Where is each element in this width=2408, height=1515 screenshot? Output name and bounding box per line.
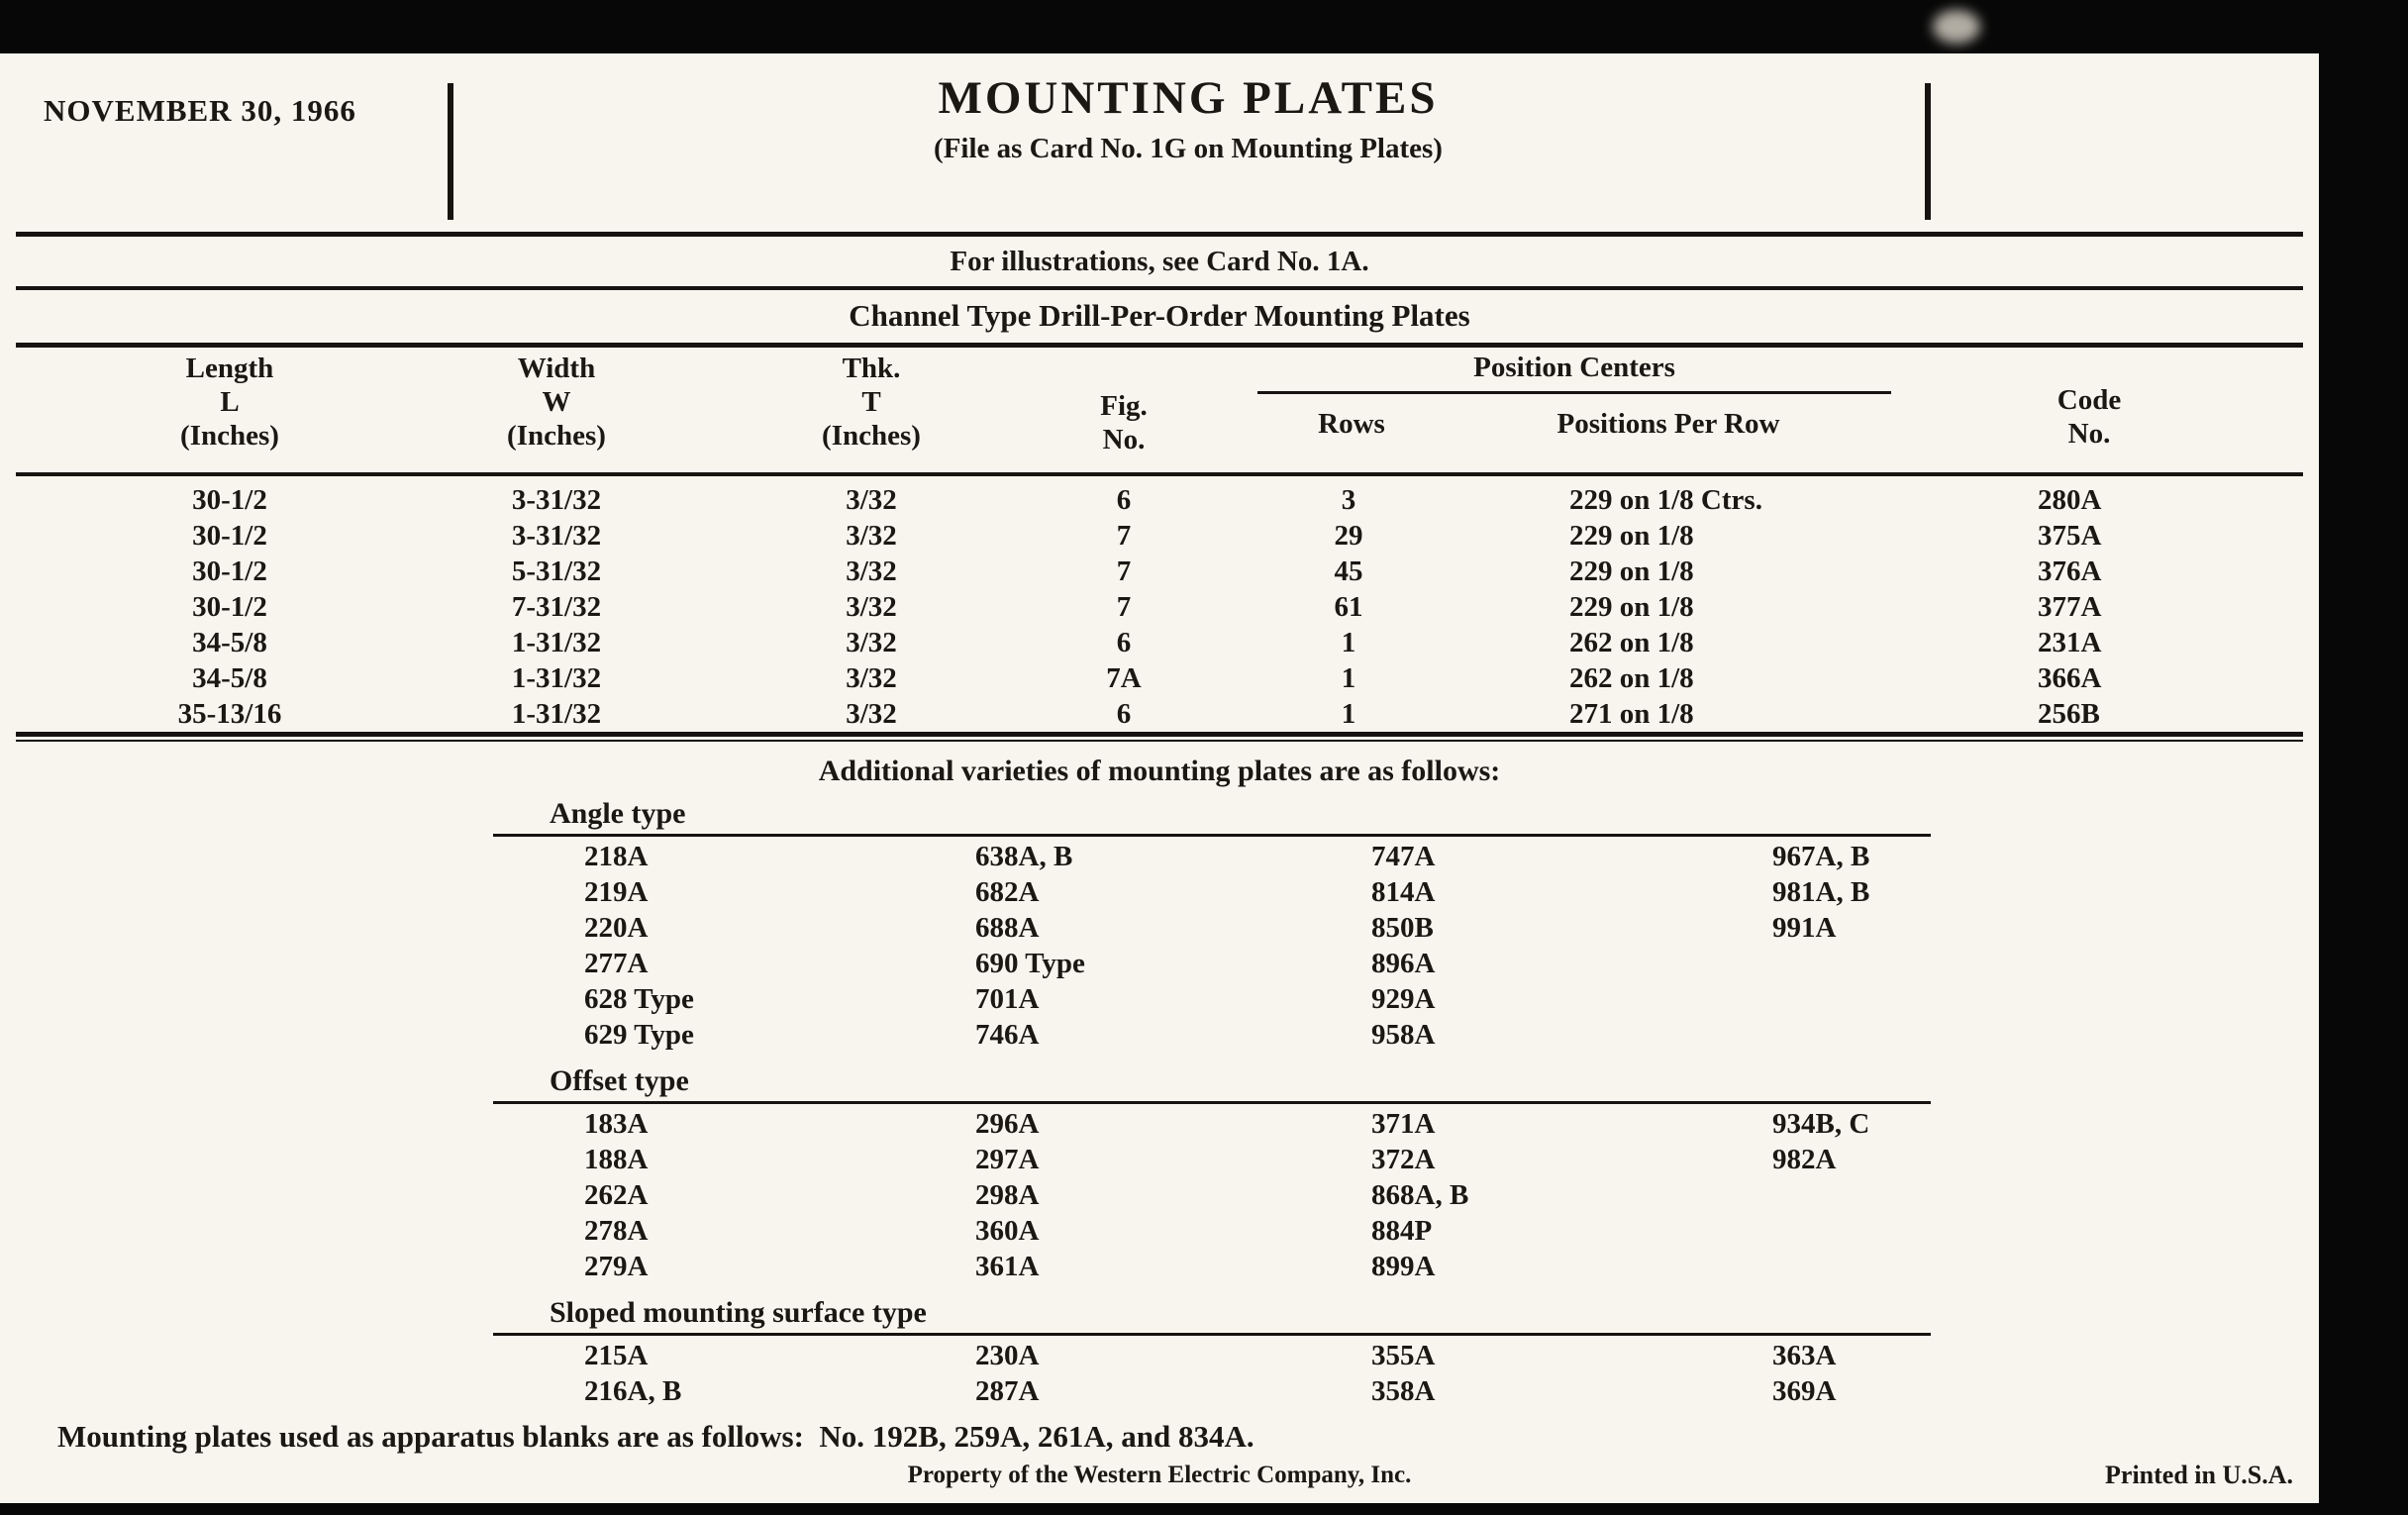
col-header-position-centers-group (1257, 352, 1891, 440)
header-line: (Inches) (180, 420, 279, 452)
list-item: 355A (1371, 1340, 1436, 1371)
list-item: 814A (1371, 876, 1436, 908)
cell-thickness: 3/32 (846, 484, 897, 516)
list-item: 287A (975, 1375, 1040, 1407)
list-item: 629 Type (584, 1019, 694, 1051)
list-item: 967A, B (1772, 841, 1870, 872)
list-item: 638A, B (975, 841, 1073, 872)
list-item: 991A (1772, 912, 1837, 944)
header-line: Width (517, 353, 596, 384)
cell-positions-per-row: 229 on 1/8 (1569, 520, 1694, 552)
cell-length: 30-1/2 (192, 484, 267, 516)
header-line: No. (1102, 424, 1146, 455)
cell-fig-no: 6 (1116, 698, 1132, 730)
header-line: W (542, 386, 571, 418)
angle-type-section (0, 797, 2319, 1053)
list-item: 701A (975, 983, 1040, 1015)
section-heading: Channel Type Drill-Per-Order Mounting Plates (849, 298, 1470, 333)
document-date: NOVEMBER 30, 1966 (44, 93, 356, 128)
cell-positions-per-row: 271 on 1/8 (1569, 698, 1694, 730)
offset-type-list (0, 1106, 2319, 1284)
header-line: Fig. (1100, 390, 1148, 422)
cell-width: 1-31/32 (511, 698, 602, 730)
list-item: 262A (584, 1179, 649, 1211)
angle-col-2 (975, 839, 1085, 1053)
table-row (18, 482, 2319, 518)
cell-code-no: 280A (2038, 484, 2102, 516)
sloped-type-underline (493, 1333, 1931, 1336)
apparatus-blanks-note: Mounting plates used as apparatus blanks are as follows: No. 192B, 259A, 261A, and 834A. (57, 1419, 1254, 1454)
list-item: 296A (975, 1108, 1040, 1140)
cell-length: 30-1/2 (192, 556, 267, 587)
cell-length: 35-13/16 (177, 698, 282, 730)
list-item: 360A (975, 1215, 1040, 1247)
title-block (448, 71, 1929, 165)
col-header-positions-per-row: Positions Per Row (1556, 408, 1780, 440)
cell-rows: 1 (1341, 627, 1356, 658)
table-body (18, 476, 2319, 732)
sloped-col-1 (584, 1338, 681, 1409)
cell-fig-no: 7 (1116, 556, 1132, 587)
double-rule (16, 732, 2303, 742)
list-item: 934B, C (1772, 1108, 1870, 1140)
table-header (0, 348, 2319, 472)
angle-type-label: Angle type (550, 797, 686, 830)
cell-positions-per-row: 229 on 1/8 (1569, 556, 1694, 587)
cell-length: 34-5/8 (192, 627, 267, 658)
cell-positions-per-row: 229 on 1/8 Ctrs. (1569, 484, 1762, 516)
list-item: 868A, B (1371, 1179, 1469, 1211)
list-item: 358A (1371, 1375, 1436, 1407)
offset-col-4 (1772, 1106, 1869, 1177)
list-item: 230A (975, 1340, 1040, 1371)
cell-code-no: 377A (2038, 591, 2102, 623)
cell-rows: 1 (1341, 662, 1356, 694)
sloped-col-4 (1772, 1338, 1836, 1409)
header-line: Length (185, 353, 274, 384)
angle-col-3 (1371, 839, 1435, 1053)
property-notice: Property of the Western Electric Company, Inc. (907, 1462, 1412, 1488)
angle-col-1 (584, 839, 694, 1053)
col-header-width (442, 352, 671, 453)
list-item: 220A (584, 912, 649, 944)
cell-width: 1-31/32 (511, 662, 602, 694)
offset-col-1 (584, 1106, 648, 1284)
list-item: 896A (1371, 948, 1436, 979)
cell-length: 34-5/8 (192, 662, 267, 694)
cell-positions-per-row: 229 on 1/8 (1569, 591, 1694, 623)
cell-rows: 1 (1341, 698, 1356, 730)
cell-thickness: 3/32 (846, 698, 897, 730)
table-row (18, 554, 2319, 589)
position-centers-underline (1257, 391, 1891, 394)
header-line: (Inches) (507, 420, 606, 452)
cell-rows: 45 (1334, 556, 1363, 587)
list-item: 216A, B (584, 1375, 682, 1407)
page-title: MOUNTING PLATES (938, 72, 1439, 124)
list-item: 371A (1371, 1108, 1436, 1140)
cell-thickness: 3/32 (846, 591, 897, 623)
list-item: 688A (975, 912, 1040, 944)
cell-fig-no: 7 (1116, 591, 1132, 623)
list-item: 218A (584, 841, 649, 872)
cell-rows: 3 (1341, 484, 1356, 516)
sloped-col-3 (1371, 1338, 1435, 1409)
list-item: 361A (975, 1251, 1040, 1282)
header-line: Thk. (842, 353, 901, 384)
list-item: 278A (584, 1215, 649, 1247)
list-item: 690 Type (975, 948, 1085, 979)
col-header-code-no (1891, 383, 2287, 451)
list-item: 958A (1371, 1019, 1436, 1051)
header-line: Code (2057, 384, 2122, 416)
table-row (18, 589, 2319, 625)
angle-type-list (0, 839, 2319, 1053)
sloped-type-list (0, 1338, 2319, 1409)
cell-thickness: 3/32 (846, 627, 897, 658)
cell-fig-no: 6 (1116, 484, 1132, 516)
col-header-thickness (671, 352, 1071, 453)
document-card (0, 53, 2319, 1503)
cell-thickness: 3/32 (846, 520, 897, 552)
list-item: 884P (1371, 1215, 1433, 1247)
list-item: 298A (975, 1179, 1040, 1211)
cell-code-no: 256B (2038, 698, 2100, 730)
table-row (18, 518, 2319, 554)
offset-col-3 (1371, 1106, 1468, 1284)
cell-code-no: 376A (2038, 556, 2102, 587)
cell-length: 30-1/2 (192, 520, 267, 552)
col-header-length (18, 352, 442, 453)
col-header-fig-no (1071, 389, 1176, 456)
scan-artifact (1933, 10, 1980, 44)
list-item: 277A (584, 948, 649, 979)
cell-width: 5-31/32 (511, 556, 602, 587)
cell-width: 7-31/32 (511, 591, 602, 623)
cell-positions-per-row: 262 on 1/8 (1569, 627, 1694, 658)
cell-fig-no: 6 (1116, 627, 1132, 658)
page-subtitle: (File as Card No. 1G on Mounting Plates) (934, 133, 1443, 164)
table-row (18, 625, 2319, 660)
list-item: 899A (1371, 1251, 1436, 1282)
list-item: 682A (975, 876, 1040, 908)
list-item: 982A (1772, 1144, 1837, 1175)
cell-rows: 61 (1334, 591, 1363, 623)
table-row (18, 696, 2319, 732)
list-item: 279A (584, 1251, 649, 1282)
cell-width: 1-31/32 (511, 627, 602, 658)
cell-code-no: 366A (2038, 662, 2102, 694)
sloped-type-label: Sloped mounting surface type (550, 1296, 927, 1329)
cell-length: 30-1/2 (192, 591, 267, 623)
position-centers-label: Position Centers (1473, 352, 1675, 383)
header-line: (Inches) (822, 420, 921, 452)
col-header-rows: Rows (1318, 408, 1385, 440)
sloped-type-section (0, 1296, 2319, 1409)
footer-line (0, 1461, 2319, 1490)
cell-fig-no: 7 (1116, 520, 1132, 552)
offset-col-2 (975, 1106, 1039, 1284)
illustrations-note: For illustrations, see Card No. 1A. (950, 246, 1369, 277)
list-item: 981A, B (1772, 876, 1870, 908)
offset-type-label: Offset type (550, 1064, 689, 1097)
cell-rows: 29 (1334, 520, 1363, 552)
list-item: 215A (584, 1340, 649, 1371)
cell-thickness: 3/32 (846, 662, 897, 694)
printed-in-usa: Printed in U.S.A. (2105, 1461, 2293, 1489)
cell-code-no: 231A (2038, 627, 2102, 658)
list-item: 746A (975, 1019, 1040, 1051)
header-line: T (861, 386, 881, 418)
list-item: 369A (1772, 1375, 1837, 1407)
header-line: L (220, 386, 240, 418)
angle-type-underline (493, 834, 1931, 837)
header (0, 53, 2319, 232)
cell-code-no: 375A (2038, 520, 2102, 552)
list-item: 188A (584, 1144, 649, 1175)
cell-thickness: 3/32 (846, 556, 897, 587)
list-item: 850B (1371, 912, 1434, 944)
list-item: 929A (1371, 983, 1436, 1015)
list-item: 747A (1371, 841, 1436, 872)
list-item: 297A (975, 1144, 1040, 1175)
list-item: 372A (1371, 1144, 1436, 1175)
cell-width: 3-31/32 (511, 520, 602, 552)
additional-varieties-intro: Additional varieties of mounting plates are as follows: (818, 755, 1501, 787)
list-item: 183A (584, 1108, 649, 1140)
header-line: No. (2067, 418, 2111, 450)
offset-type-underline (493, 1101, 1931, 1104)
list-item: 363A (1772, 1340, 1837, 1371)
table-row (18, 660, 2319, 696)
angle-col-4 (1772, 839, 1869, 946)
cell-width: 3-31/32 (511, 484, 602, 516)
sloped-col-2 (975, 1338, 1039, 1409)
offset-type-section (0, 1064, 2319, 1284)
list-item: 219A (584, 876, 649, 908)
cell-fig-no: 7A (1106, 662, 1142, 694)
cell-positions-per-row: 262 on 1/8 (1569, 662, 1694, 694)
list-item: 628 Type (584, 983, 694, 1015)
